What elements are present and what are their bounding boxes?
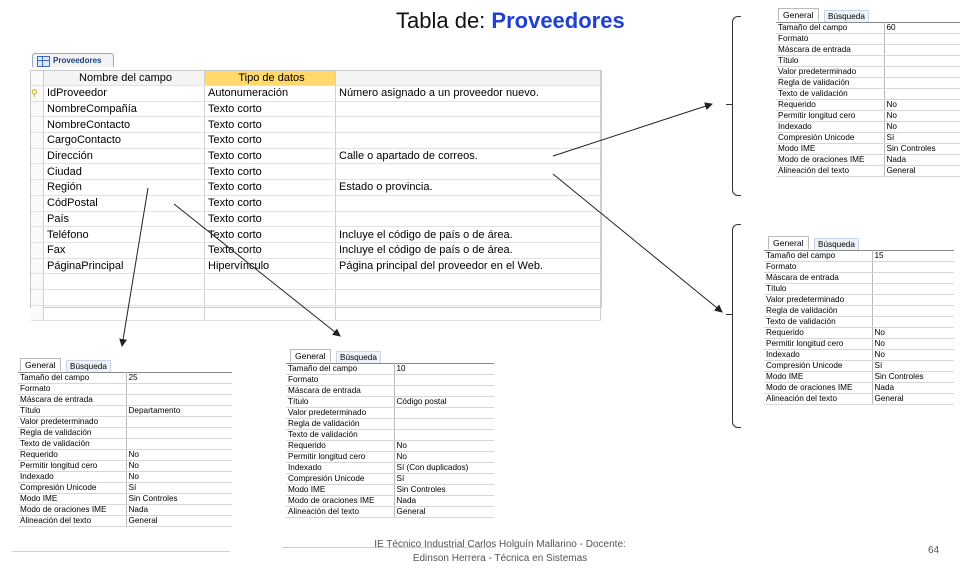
field-name-cell[interactable]: CargoContacto (44, 133, 205, 149)
description-cell[interactable]: Número asignado a un proveedor nuevo. (336, 86, 601, 102)
tab-general[interactable]: General (778, 8, 819, 21)
property-value[interactable]: Sí (126, 483, 232, 494)
property-label: Modo IME (776, 144, 884, 155)
property-label: Formato (286, 375, 394, 386)
property-label: Formato (776, 34, 884, 45)
property-label: Modo de oraciones IME (764, 383, 872, 394)
property-value[interactable]: No (126, 472, 232, 483)
property-value[interactable]: Sí (884, 133, 960, 144)
property-label: Modo de oraciones IME (286, 496, 394, 507)
data-type-cell[interactable]: Texto corto (205, 117, 336, 133)
property-label: Indexado (18, 472, 126, 483)
title-prefix: Tabla de: (396, 8, 492, 33)
property-value[interactable]: No (872, 339, 954, 350)
description-cell[interactable]: Incluye el código de país o de área. (336, 227, 601, 243)
property-label: Regla de validación (764, 306, 872, 317)
property-label: Tamaño del campo (776, 23, 884, 34)
property-label: Máscara de entrada (764, 273, 872, 284)
property-value[interactable]: Sí (872, 361, 954, 372)
property-label: Alineación del texto (764, 394, 872, 405)
property-label: Modo de oraciones IME (776, 155, 884, 166)
property-label: Modo IME (18, 494, 126, 505)
property-value[interactable]: 25 (126, 373, 232, 384)
property-label: Texto de validación (286, 430, 394, 441)
property-value[interactable]: 60 (884, 23, 960, 34)
property-label: Regla de validación (286, 419, 394, 430)
property-label: Valor predeterminado (776, 67, 884, 78)
property-value[interactable]: Sin Controles (884, 144, 960, 155)
property-label: Máscara de entrada (18, 395, 126, 406)
property-value[interactable]: General (872, 394, 954, 405)
property-value[interactable]: No (884, 100, 960, 111)
data-type-cell[interactable]: Texto corto (205, 227, 336, 243)
field-name-cell[interactable]: CódPostal (44, 195, 205, 211)
arrow-region (122, 188, 148, 346)
property-label: Indexado (764, 350, 872, 361)
property-label: Valor predeterminado (286, 408, 394, 419)
property-label: Máscara de entrada (776, 45, 884, 56)
property-value[interactable]: Nada (394, 496, 494, 507)
field-name-cell[interactable]: IdProveedor (44, 86, 205, 102)
property-label: Permitir longitud cero (764, 339, 872, 350)
header-field-name: Nombre del campo (44, 71, 205, 86)
property-value[interactable]: No (126, 461, 232, 472)
data-type-cell[interactable]: Texto corto (205, 180, 336, 196)
property-label: Texto de validación (764, 317, 872, 328)
footer-rule-left (12, 551, 230, 552)
footer-line-2: Edinson Herrera - Técnica en Sistemas (412, 553, 588, 564)
data-type-cell[interactable]: Texto corto (205, 195, 336, 211)
arrow-ciudad (553, 174, 722, 312)
property-label: Título (764, 284, 872, 295)
property-value[interactable]: No (394, 441, 494, 452)
property-label: Regla de validación (776, 78, 884, 89)
property-value[interactable]: General (884, 166, 960, 177)
property-label: Requerido (776, 100, 884, 111)
field-name-cell[interactable]: NombreContacto (44, 117, 205, 133)
data-type-cell[interactable]: Texto corto (205, 101, 336, 117)
footer-line-1: IE Técnico Industrial Carlos Holguín Mallarino - Docente: (374, 539, 626, 550)
property-value[interactable]: Sin Controles (872, 372, 954, 383)
property-label: Título (18, 406, 126, 417)
property-label: Tamaño del campo (18, 373, 126, 384)
property-value[interactable]: General (126, 516, 232, 527)
property-label: Modo de oraciones IME (18, 505, 126, 516)
property-label: Requerido (764, 328, 872, 339)
description-cell[interactable]: Página principal del proveedor en el Web. (336, 258, 601, 274)
property-label: Compresión Unicode (764, 361, 872, 372)
property-value[interactable]: Sin Controles (126, 494, 232, 505)
property-label: Regla de validación (18, 428, 126, 439)
tab-general[interactable]: General (290, 349, 331, 362)
property-label: Compresión Unicode (776, 133, 884, 144)
header-data-type: Tipo de datos (205, 71, 336, 86)
property-value[interactable]: No (872, 350, 954, 361)
property-label: Máscara de entrada (286, 386, 394, 397)
arrow-codpostal (174, 204, 340, 336)
field-name-cell[interactable]: Teléfono (44, 227, 205, 243)
property-value[interactable]: Nada (126, 505, 232, 516)
property-value[interactable]: No (126, 450, 232, 461)
field-name-cell[interactable]: País (44, 211, 205, 227)
property-label: Compresión Unicode (286, 474, 394, 485)
property-value[interactable]: Departamento (126, 406, 232, 417)
property-label: Alineación del texto (776, 166, 884, 177)
field-name-cell[interactable]: Ciudad (44, 164, 205, 180)
data-type-cell[interactable]: Autonumeración (205, 86, 336, 102)
property-label: Valor predeterminado (764, 295, 872, 306)
property-value[interactable]: 10 (394, 364, 494, 375)
property-label: Requerido (286, 441, 394, 452)
property-value[interactable]: Nada (884, 155, 960, 166)
property-value[interactable]: General (394, 507, 494, 518)
primary-key-icon[interactable]: ⚲ (31, 86, 44, 102)
property-value[interactable]: No (884, 111, 960, 122)
description-cell[interactable]: Estado o provincia. (336, 180, 601, 196)
data-type-cell[interactable]: Texto corto (205, 242, 336, 258)
property-value[interactable]: Código postal (394, 397, 494, 408)
property-value[interactable]: Sí (Con duplicados) (394, 463, 494, 474)
property-label: Permitir longitud cero (776, 111, 884, 122)
property-value[interactable]: 15 (872, 251, 954, 262)
field-name-cell[interactable]: Fax (44, 242, 205, 258)
property-value[interactable]: No (872, 328, 954, 339)
field-name-cell[interactable]: PáginaPrincipal (44, 258, 205, 274)
property-label: Título (776, 56, 884, 67)
description-cell[interactable]: Incluye el código de país o de área. (336, 242, 601, 258)
property-label: Requerido (18, 450, 126, 461)
data-type-cell[interactable]: Texto corto (205, 148, 336, 164)
property-label: Texto de validación (18, 439, 126, 450)
field-name-cell[interactable]: NombreCompañía (44, 101, 205, 117)
property-value[interactable]: Sí (394, 474, 494, 485)
footer-credit (300, 538, 700, 566)
field-name-cell[interactable]: Región (44, 180, 205, 196)
property-value[interactable]: Sin Controles (394, 485, 494, 496)
property-label: Tamaño del campo (764, 251, 872, 262)
property-label: Formato (18, 384, 126, 395)
property-value[interactable]: No (394, 452, 494, 463)
description-cell[interactable]: Calle o apartado de correos. (336, 148, 601, 164)
property-label: Modo IME (764, 372, 872, 383)
property-label: Indexado (776, 122, 884, 133)
property-value[interactable]: No (884, 122, 960, 133)
property-label: Compresión Unicode (18, 483, 126, 494)
property-label: Alineación del texto (18, 516, 126, 527)
tab-busqueda[interactable]: Búsqueda (824, 10, 869, 22)
tab-busqueda[interactable]: Búsqueda (814, 238, 859, 250)
property-label: Indexado (286, 463, 394, 474)
property-label: Valor predeterminado (18, 417, 126, 428)
arrow-direccion (553, 104, 712, 156)
property-label: Permitir longitud cero (286, 452, 394, 463)
property-label: Permitir longitud cero (18, 461, 126, 472)
tab-busqueda[interactable]: Búsqueda (336, 351, 381, 363)
property-label: Título (286, 397, 394, 408)
page-number: 64 (928, 545, 940, 556)
data-type-cell[interactable]: Hipervínculo (205, 258, 336, 274)
property-label: Texto de validación (776, 89, 884, 100)
title-accent: Proveedores (491, 8, 625, 33)
property-label: Alineación del texto (286, 507, 394, 518)
data-type-cell[interactable]: Texto corto (205, 164, 336, 180)
property-label: Formato (764, 262, 872, 273)
data-type-cell[interactable]: Texto corto (205, 211, 336, 227)
tab-busqueda[interactable]: Búsqueda (66, 360, 111, 372)
data-type-cell[interactable]: Texto corto (205, 133, 336, 149)
property-label: Modo IME (286, 485, 394, 496)
tab-label: Proveedores (53, 56, 102, 65)
property-value[interactable]: Nada (872, 383, 954, 394)
tab-general[interactable]: General (20, 358, 61, 371)
tab-general[interactable]: General (768, 236, 809, 249)
property-label: Tamaño del campo (286, 364, 394, 375)
field-name-cell[interactable]: Dirección (44, 148, 205, 164)
